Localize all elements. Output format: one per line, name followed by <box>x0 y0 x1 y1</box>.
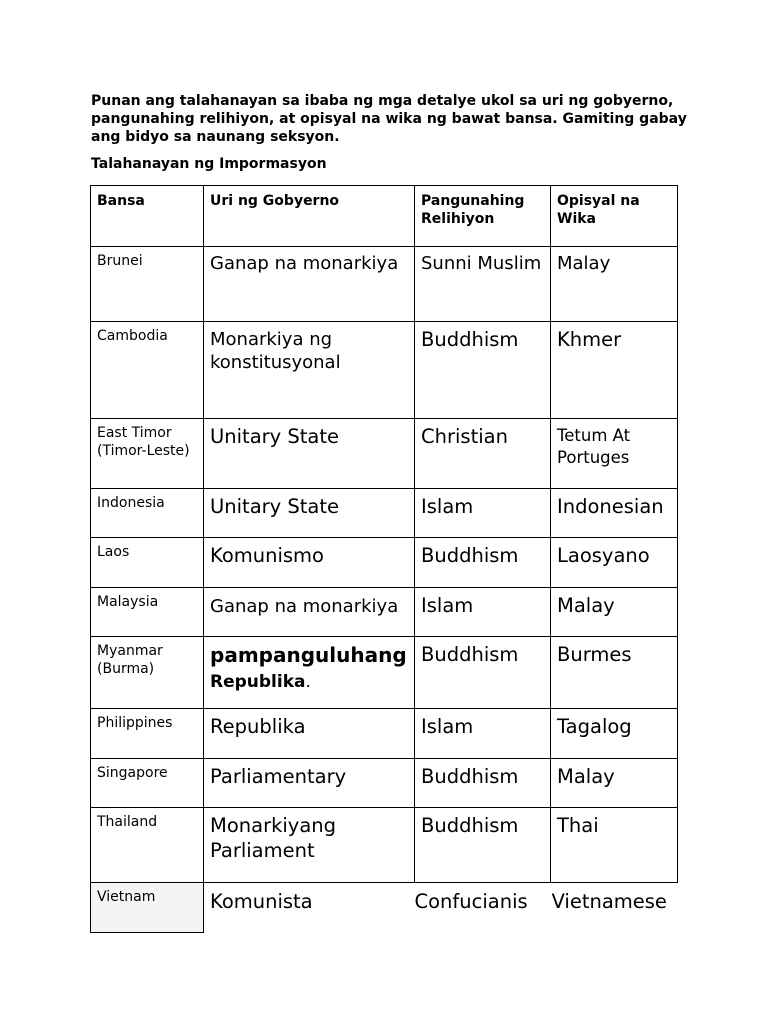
cell-gobyerno: Ganap na monarkiya <box>204 247 415 322</box>
cell-bansa: Vietnam <box>91 883 204 933</box>
cell-wika: Laosyano <box>551 538 678 588</box>
cell-bansa: Thailand <box>91 808 204 883</box>
header-gobyerno: Uri ng Gobyerno <box>204 186 415 247</box>
table-row <box>91 419 678 489</box>
cell-gobyerno: Unitary State <box>204 419 415 489</box>
cell-gobyerno: Republika <box>204 709 415 759</box>
cell-relihiyon: Islam <box>415 489 551 538</box>
gobyerno-part2: Republika <box>210 672 306 692</box>
cell-relihiyon: Sunni Muslim <box>415 247 551 322</box>
cell-bansa: Cambodia <box>91 322 204 419</box>
table-row <box>91 709 678 759</box>
header-relihiyon: Pangunahing Relihiyon <box>415 186 551 247</box>
cell-relihiyon: Buddhism <box>415 808 551 883</box>
cell-relihiyon: Buddhism <box>415 322 551 419</box>
cell-wika: Thai <box>551 808 678 883</box>
cell-gobyerno: Monarkiya ng konstitusyonal <box>204 322 415 419</box>
cell-bansa: Myanmar (Burma) <box>91 637 204 709</box>
cell-gobyerno <box>204 637 415 709</box>
cell-bansa: Indonesia <box>91 489 204 538</box>
table-row <box>91 247 678 322</box>
cell-gobyerno: Parliamentary <box>204 759 415 808</box>
table-row <box>91 322 678 419</box>
cell-wika: Khmer <box>551 322 678 419</box>
cell-gobyerno: Komunista <box>210 890 313 913</box>
cell-relihiyon: Buddhism <box>415 538 551 588</box>
cell-relihiyon: Buddhism <box>415 759 551 808</box>
gobyerno-period: . <box>305 672 311 692</box>
table-row <box>91 883 678 933</box>
header-wika: Opisyal na Wika <box>551 186 678 247</box>
cell-bansa: Philippines <box>91 709 204 759</box>
cell-gobyerno: Unitary State <box>204 489 415 538</box>
cell-wika: Malay <box>551 759 678 808</box>
table-title: Talahanayan ng Impormasyon <box>91 156 327 172</box>
cell-bansa: Malaysia <box>91 588 204 637</box>
cell-wika: Indonesian <box>551 489 678 538</box>
cell-wika: Tetum At Portuges <box>551 419 678 489</box>
cell-wika: Malay <box>551 247 678 322</box>
instructions-text: Punan ang talahanayan sa ibaba ng mga detalye ukol sa uri ng gobyerno, pangunahing relihiyon, at opisyal na wika ng bawat bansa. Gamiting gabay ang bidyo sa naunang seksyon. <box>91 93 687 145</box>
cell-gobyerno: Komunismo <box>204 538 415 588</box>
table-row <box>91 808 678 883</box>
header-bansa: Bansa <box>91 186 204 247</box>
table-row <box>91 489 678 538</box>
cell-wika: Vietnamese <box>551 890 667 913</box>
header-row <box>91 186 678 247</box>
cell-relihiyon: Confucianis <box>414 890 528 913</box>
cell-bansa: Laos <box>91 538 204 588</box>
cell-relihiyon: Christian <box>415 419 551 489</box>
cell-bansa: Brunei <box>91 247 204 322</box>
cell-gobyerno: Ganap na monarkiya <box>204 588 415 637</box>
table-row <box>91 759 678 808</box>
cell-gobyerno: Monarkiyang Parliament <box>204 808 415 883</box>
table-row <box>91 588 678 637</box>
cell-relihiyon: Islam <box>415 709 551 759</box>
cell-relihiyon: Buddhism <box>415 637 551 709</box>
table-row <box>91 637 678 709</box>
table-row <box>91 538 678 588</box>
cell-relihiyon: Islam <box>415 588 551 637</box>
cell-wika: Tagalog <box>551 709 678 759</box>
gobyerno-part1: pampanguluhang <box>210 643 407 667</box>
cell-wika: Malay <box>551 588 678 637</box>
info-table <box>90 185 678 933</box>
cell-bansa: Singapore <box>91 759 204 808</box>
cell-wika: Burmes <box>551 637 678 709</box>
cell-bansa: East Timor (Timor-Leste) <box>91 419 204 489</box>
